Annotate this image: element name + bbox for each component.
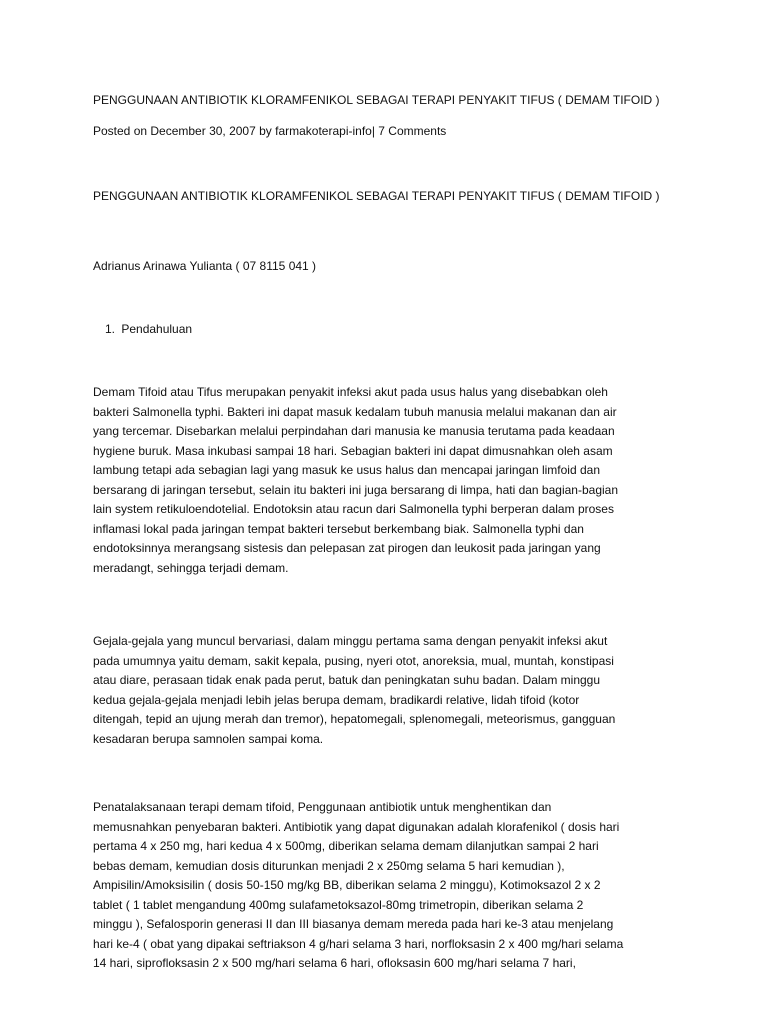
paragraph-line: kedua gejala-gejala menjadi lebih jelas berupa demam, bradikardi relative, lidah tifoid (kotor [93, 692, 580, 707]
section-label: Pendahuluan [121, 322, 193, 336]
paragraph-line: Penatalaksanaan terapi demam tifoid, Penggunaan antibiotik untuk menghentikan dan [93, 800, 552, 814]
paragraph-line: atau diare, perasaan tidak enak pada perut, batuk dan peningkatan suhu badan. Dalam minggu [93, 673, 601, 687]
paragraph-line: memusnahkan penyebaran bakteri. Antibiotik yang dapat digunakan adalah klorafenikol ( dosis hari [93, 819, 620, 834]
document-title-repeat: PENGGUNAAN ANTIBIOTIK KLORAMFENIKOL SEBAGAI TERAPI PENYAKIT TIFUS ( DEMAM TIFOID ) [93, 189, 660, 203]
paragraph-line: hari ke-4 ( obat yang dipakai seftriakson 4 g/hari selama 3 hari, norfloksasin 2 x 400 mg/hari selama [93, 936, 624, 951]
section-heading [105, 322, 192, 336]
author-line: Adrianus Arinawa Yulianta ( 07 8115 041 ) [93, 259, 317, 273]
paragraph-line: pada umumnya yaitu demam, sakit kepala, pusing, nyeri otot, anoreksia, mual, muntah, konstipasi [93, 653, 614, 668]
paragraph-symptoms [93, 632, 615, 749]
paragraph-line: pertama 4 x 250 mg, hari kedua 4 x 500mg, diberikan selama demam dilanjutkan sampai 2 hari [93, 839, 599, 853]
paragraph-line: kesadaran berupa samnolen sampai koma. [93, 731, 324, 746]
paragraph-line: yang tercemar. Disebarkan melalui perpindahan dari manusia ke manusia terutama pada keadaan [93, 424, 615, 438]
paragraph-line: lain system retikuloendotelial. Endotoksin atau racun dari Salmonella typhi berperan dalam proses [93, 502, 614, 516]
paragraph-line: Gejala-gejala yang muncul bervariasi, dalam minggu pertama sama dengan penyakit infeksi akut [93, 634, 608, 648]
paragraph-line: Demam Tifoid atau Tifus merupakan penyakit infeksi akut pada usus halus yang disebabkan oleh [93, 385, 608, 399]
paragraph-line: ditengah, tepid an ujung merah dan tremor), hepatomegali, splenomegali, meteorismus, gangguan [93, 712, 616, 726]
paragraph-line: tablet ( 1 tablet mengandung 400mg sulafametoksazol-80mg trimetropin, diberikan selama 2 [93, 897, 584, 912]
paragraph-line: 14 hari, siprofloksasin 2 x 500 mg/hari selama 6 hari, ofloksasin 600 mg/hari selama 7 hari, [93, 956, 576, 970]
paragraph-line: endotoksinnya merangsang sistesis dan pelepasan zat pirogen dan leukosit pada jaringan yang [93, 541, 601, 555]
paragraph-line: bersarang di jaringan tersebut, selain itu bakteri ini juga bersarang di limpa, hati dan bagian-bagian [93, 482, 618, 497]
paragraph-line: lambung tetapi ada sebagian lagi yang masuk ke usus halus dan mencapai jaringan limfoid dan [93, 463, 600, 477]
post-meta: Posted on December 30, 2007 by farmakoterapi-info| 7 Comments [93, 124, 447, 138]
paragraph-line: Ampisilin/Amoksisilin ( dosis 50-150 mg/kg BB, diberikan selama 2 minggu), Kotimoksazol 2 x 2 [93, 878, 601, 892]
paragraph-line: inflamasi lokal pada jaringan tempat bakteri tersebut berkembang biak. Salmonella typhi dan [93, 521, 584, 536]
document-title: PENGGUNAAN ANTIBIOTIK KLORAMFENIKOL SEBAGAI TERAPI PENYAKIT TIFUS ( DEMAM TIFOID ) [93, 93, 660, 107]
paragraph-treatment [93, 798, 623, 974]
section-number: 1. [105, 322, 116, 336]
paragraph-line: minggu ), Sefalosporin generasi II dan III biasanya demam mereda pada hari ke-3 atau menjelang [93, 917, 614, 931]
paragraph-line: hygiene buruk. Masa inkubasi sampai 18 hari. Sebagian bakteri ini dapat dimusnahkan oleh asam [93, 443, 613, 458]
paragraph-line: bakteri Salmonella typhi. Bakteri ini dapat masuk kedalam tubuh manusia melalui makanan dan air [93, 404, 617, 419]
paragraph-line: meradangt, sehingga terjadi demam. [93, 560, 289, 575]
paragraph-introduction [93, 383, 618, 578]
paragraph-line: bebas demam, kemudian dosis diturunkan menjadi 2 x 250mg selama 5 hari kemudian ), [93, 858, 565, 873]
